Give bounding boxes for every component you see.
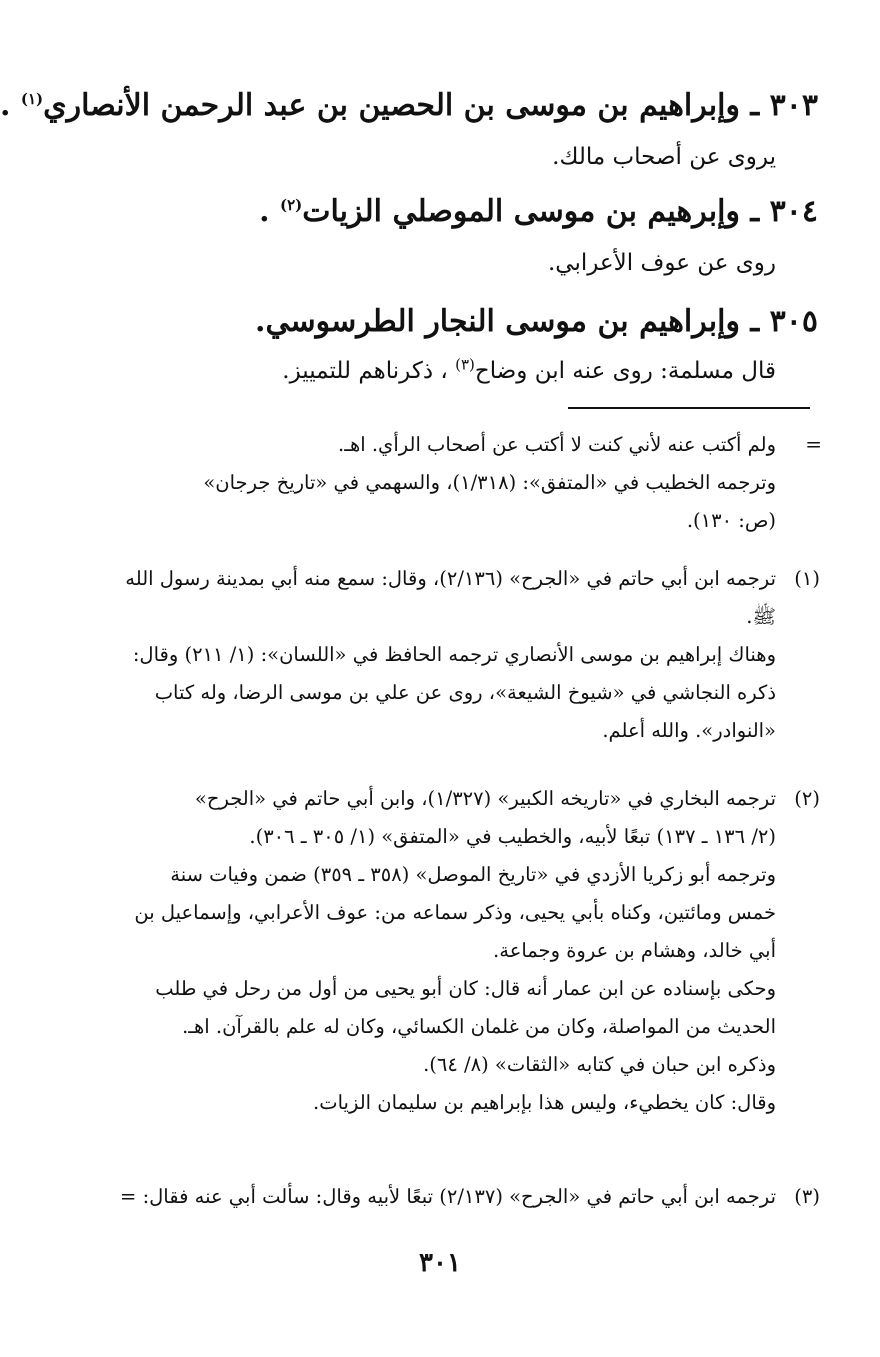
footnote-line: وترجمه أبو زكريا الأزدي في «تاريخ الموصل» (٣٥٨ ـ ٣٥٩) ضمن وفيات سنة (170, 863, 776, 886)
entry-title-end: . (259, 194, 280, 229)
entry-title-end: . (0, 88, 21, 123)
footnote-carryover (60, 426, 820, 540)
footnote-text: ترجمه البخاري في «تاريخه الكبير» (١/٣٢٧)، وابن أبي حاتم في «الجرح» (194, 787, 776, 810)
footnote-number: (٢) (794, 787, 820, 810)
footnote-2 (60, 780, 820, 1122)
entry-305-title: ٣٠٥ ـ وإبراهيم بن موسى النجار الطرسوسي. (255, 304, 818, 339)
footnote-line: الحديث من المواصلة، وكان من غلمان الكسائي، وكان له علم بالقرآن. اهـ. (182, 1015, 776, 1038)
footnote-line: وقال: كان يخطيء، وليس هذا بإبراهيم بن سليمان الزيات. (313, 1091, 776, 1114)
footnote-ref[interactable]: (١) (20, 90, 44, 108)
footnote-ref[interactable]: (٣) (455, 355, 475, 374)
footnote-separator (568, 407, 810, 409)
footnote-line (60, 560, 820, 598)
footnote-line: خمس ومائتين، وكناه بأبي يحيى، وذكر سماعه من: عوف الأعرابي، وإسماعيل بن (134, 901, 776, 924)
entry-text-after: ، ذكرناهم للتمييز. (282, 358, 456, 384)
entry-303-title (0, 86, 818, 126)
footnote-line: (ص: ١٣٠). (686, 509, 776, 532)
entry-text-before: قال مسلمة: روى عنه ابن وضاح (474, 358, 776, 384)
continuation-mark: = (805, 432, 822, 456)
entry-305-text (76, 354, 776, 388)
footnote-line (60, 780, 820, 818)
footnote-line: «النوادر». والله أعلم. (602, 719, 776, 742)
footnote-number: (٣) (794, 1185, 820, 1208)
footnote-1 (60, 560, 820, 750)
footnote-line: ولم أكتب عنه لأني كنت لا أكتب عن أصحاب الرأي. اهـ. (338, 433, 776, 456)
entry-304-text: روى عن عوف الأعرابي. (547, 250, 776, 276)
footnote-line: (٢/ ١٣٦ ـ ١٣٧) تبعًا لأبيه، والخطيب في «المتفق» (١/ ٣٠٥ ـ ٣٠٦). (249, 825, 776, 848)
footnote-line: وهناك إبراهيم بن موسى الأنصاري ترجمه الحافظ في «اللسان»: (١/ ٢١١) وقال: (132, 643, 776, 666)
footnote-line: أبي خالد، وهشام بن عروة وجماعة. (493, 939, 776, 962)
footnote-ref[interactable]: (٢) (279, 196, 303, 214)
footnote-text: ترجمه ابن أبي حاتم في «الجرح» (٢/١٣٦)، وقال: سمع منه أبي بمدينة رسول الله (125, 567, 776, 590)
page-number: ٣٠١ (419, 1248, 461, 1278)
footnote-line: وحكى بإسناده عن ابن عمار أنه قال: كان أبو يحيى من أول من رحل في طلب (155, 977, 776, 1000)
footnote-number: (١) (794, 567, 820, 590)
entry-title-text: ٣٠٤ ـ وإبرهيم بن موسى الموصلي الزيات (302, 194, 818, 229)
footnote-line (60, 1178, 820, 1216)
footnote-text: ترجمه ابن أبي حاتم في «الجرح» (٢/١٣٧) تبعًا لأبيه وقال: سألت أبي عنه فقال: = (120, 1185, 776, 1208)
footnote-3 (60, 1178, 820, 1216)
entry-303-text: يروى عن أصحاب مالك. (552, 144, 776, 170)
footnote-line: وترجمه الخطيب في «المتفق»: (١/٣١٨)، والسهمي في «تاريخ جرجان» (203, 471, 776, 494)
footnote-line: ذكره النجاشي في «شيوخ الشيعة»، روى عن علي بن موسى الرضا، وله كتاب (154, 681, 776, 704)
entry-title-text: ٣٠٣ ـ وإبراهيم بن موسى بن الحصين بن عبد الرحمن الأنصاري (43, 88, 818, 123)
entry-304-title (58, 192, 818, 232)
footnote-line: وذكره ابن حبان في كتابه «الثقات» (٨/ ٦٤). (423, 1053, 776, 1076)
footnote-line: ﷺ. (746, 605, 776, 628)
